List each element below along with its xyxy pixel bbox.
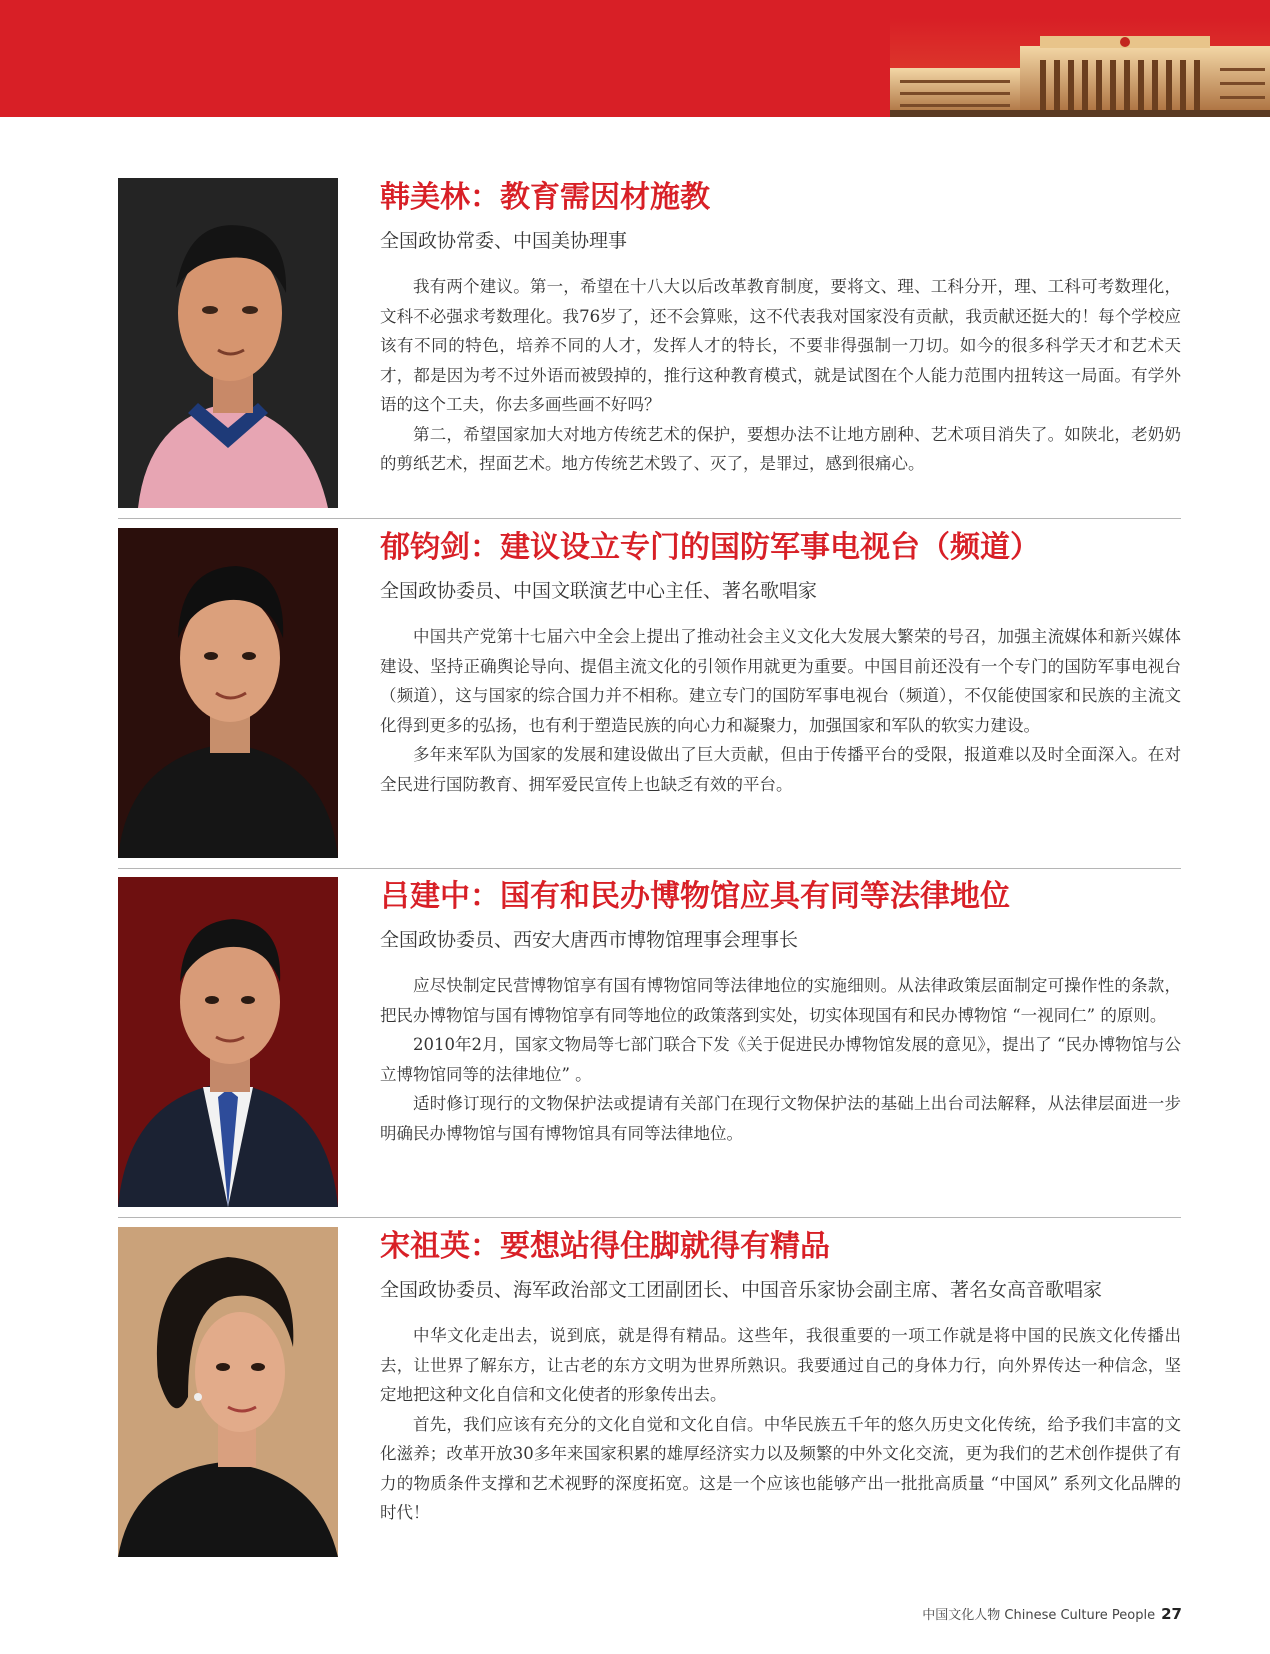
entry-title: 韩美林：教育需因材施教: [380, 180, 710, 215]
entry-song-zuying: [118, 1227, 1181, 1557]
portrait-yu-junjian: [118, 528, 338, 858]
entry-text: [380, 528, 1181, 799]
section-divider: [118, 1217, 1181, 1218]
publication-name: 中国文化人物 Chinese Culture People: [922, 1608, 1156, 1623]
paragraph: 多年来军队为国家的发展和建设做出了巨大贡献，但由于传播平台的受限，报道难以及时全面深入。在对全民进行国防教育、拥军爱民宣传上也缺乏有效的平台。: [380, 745, 1181, 794]
entry-han-meilin: [118, 178, 1181, 508]
entry-body: [380, 272, 1181, 479]
entry-text: [380, 178, 1181, 479]
entry-body: [380, 1321, 1181, 1528]
paragraph: 中国共产党第十七届六中全会上提出了推动社会主义文化大发展大繁荣的号召，加强主流媒体和新兴媒体建设、坚持正确舆论导向、提倡主流文化的引领作用就更为重要。中国目前还没有一个专门的国防军事电视台（频道），这与国家的综合国力并不相称。建立专门的国防军事电视台（频道），不仅能使国家和民族的主流文化得到更多的弘扬，也有利于塑造民族的向心力和凝聚力，加强国家和军队的软实力建设。: [380, 627, 1181, 735]
paragraph: 适时修订现行的文物保护法或提请有关部门在现行文物保护法的基础上出台司法解释，从法律层面进一步明确民办博物馆与国有博物馆具有同等法律地位。: [380, 1094, 1181, 1143]
portrait-song-zuying: [118, 1227, 338, 1557]
entry-title: 吕建中：国有和民办博物馆应具有同等法律地位: [380, 879, 1010, 914]
entry-body: [380, 971, 1181, 1148]
entry-role: 全国政协常委、中国美协理事: [380, 230, 628, 252]
paragraph: 我有两个建议。第一，希望在十八大以后改革教育制度，要将文、理、工科分开，理、工科可考数理化，文科不必强求考数理化。我76岁了，还不会算账，这不代表我对国家没有贡献，我贡献还挺大的！每个学校应该有不同的特色，培养不同的人才，发挥人才的特长，不要非得强制一刀切。如今的很多科学天才和艺术天才，都是因为考不过外语而被毁掉的，推行这种教育模式，就是试图在个人能力范围内扭转这一局面。有学外语的这个工夫，你去多画些画不好吗？: [380, 277, 1181, 414]
entry-text: [380, 877, 1181, 1148]
page-number: 27: [1161, 1605, 1182, 1623]
entry-role: 全国政协委员、中国文联演艺中心主任、著名歌唱家: [380, 580, 818, 602]
entry-role: 全国政协委员、海军政治部文工团副团长、中国音乐家协会副主席、著名女高音歌唱家: [380, 1279, 1103, 1301]
portrait-lv-jianzhong: [118, 877, 338, 1207]
portrait-han-meilin: [118, 178, 338, 508]
entry-title: 宋祖英：要想站得住脚就得有精品: [380, 1229, 830, 1264]
paragraph: 2010年2月，国家文物局等七部门联合下发《关于促进民办博物馆发展的意见》，提出了 “民办博物馆与公立博物馆同等的法律地位” 。: [380, 1035, 1181, 1084]
entry-title: 郁钧剑：建议设立专门的国防军事电视台（频道）: [380, 530, 1040, 565]
paragraph: 中华文化走出去，说到底，就是得有精品。这些年，我很重要的一项工作就是将中国的民族文化传播出去，让世界了解东方，让古老的东方文明为世界所熟识。我要通过自己的身体力行，向外界传达一种信念，坚定地把这种文化自信和文化使者的形象传出去。: [380, 1326, 1181, 1404]
entry-role: 全国政协委员、西安大唐西市博物馆理事会理事长: [380, 929, 799, 951]
top-banner: [0, 0, 1270, 117]
entry-body: [380, 622, 1181, 799]
paragraph: 首先，我们应该有充分的文化自觉和文化自信。中华民族五千年的悠久历史文化传统，给予我们丰富的文化滋养；改革开放30多年来国家积累的雄厚经济实力以及频繁的中外文化交流，更为我们的艺术创作提供了有力的物质条件支撑和艺术视野的深度拓宽。这是一个应该也能够产出一批批高质量 “中国风” 系列文化品牌的时代！: [380, 1414, 1181, 1522]
entry-yu-junjian: [118, 528, 1181, 858]
entry-lv-jianzhong: [118, 877, 1181, 1207]
paragraph: 应尽快制定民营博物馆享有国有博物馆同等法律地位的实施细则。从法律政策层面制定可操作性的条款，把民办博物馆与国有博物馆享有同等地位的政策落到实处，切实体现国有和民办博物馆 “一视同仁” 的原则。: [380, 976, 1181, 1025]
paragraph: 第二，希望国家加大对地方传统艺术的保护，要想办法不让地方剧种、艺术项目消失了。如陕北，老奶奶的剪纸艺术，捏面艺术。地方传统艺术毁了、灭了，是罪过，感到很痛心。: [380, 424, 1181, 473]
entry-text: [380, 1227, 1181, 1528]
page-footer: [922, 1604, 1182, 1623]
section-divider: [118, 518, 1181, 519]
great-hall-image: [890, 18, 1270, 117]
section-divider: [118, 868, 1181, 869]
